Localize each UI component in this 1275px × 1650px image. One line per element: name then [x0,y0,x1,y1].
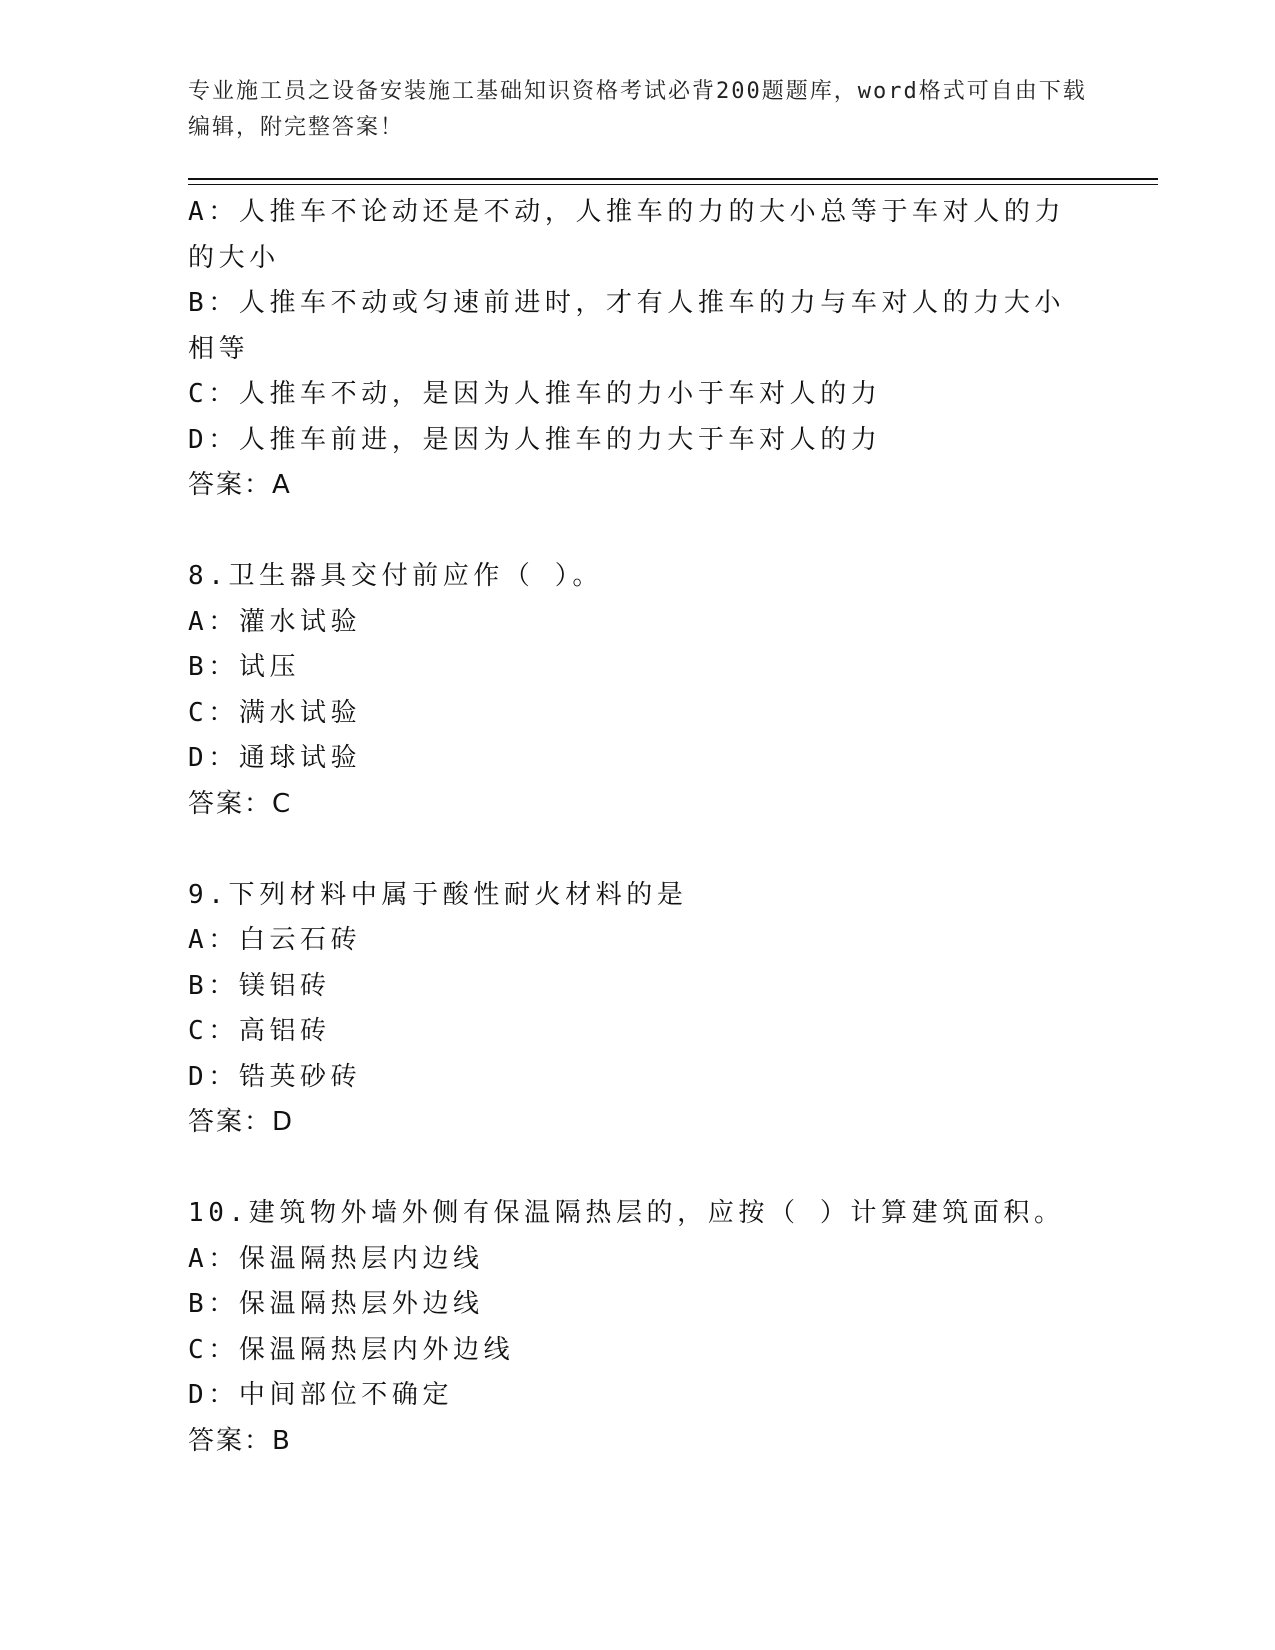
answer: 答案：A [188,470,292,500]
option-c: C：满水试验 [188,697,362,728]
spacer [188,827,1088,873]
header-rule-thin [188,184,1158,185]
question-stem: 8.卫生器具交付前应作（ ）。 [188,561,603,591]
answer: 答案：C [188,788,293,819]
option-d: D：中间部位不确定 [188,1380,454,1410]
option-c: C：高铝砖 [188,1016,331,1046]
option-c: C：人推车不动，是因为人推车的力小于车对人的力 [188,379,882,409]
option-a: A：白云石砖 [188,925,362,955]
option-d: D：通球试验 [188,743,362,773]
option-a: A：灌水试验 [188,606,362,637]
option-b: B：镁铝砖 [188,970,331,1001]
option-b: B：保温隔热层外边线 [188,1289,484,1319]
document-header: 专业施工员之设备安装施工基础知识资格考试必背200题题库，word格式可自由下载编辑，附完整答案！ [188,79,1087,140]
question-list [188,190,1088,1464]
answer: 答案：D [188,1107,295,1137]
question-8 [188,554,1088,827]
option-a: A：人推车不论动还是不动，人推车的力的大小总等于车对人的力的大小 [188,197,1066,273]
option-a: A：保温隔热层内边线 [188,1243,484,1274]
option-b: B：人推车不动或匀速前进时，才有人推车的力与车对人的力大小相等 [188,288,1066,364]
question-stem: 9.下列材料中属于酸性耐火材料的是 [188,879,688,910]
option-d: D：人推车前进，是因为人推车的力大于车对人的力 [188,424,882,455]
answer: 答案：B [188,1425,292,1456]
option-c: C：保温隔热层内外边线 [188,1334,515,1365]
option-b: B：试压 [188,652,301,682]
header-rule [188,178,1158,180]
spacer [188,1146,1088,1192]
question-10 [188,1191,1088,1464]
question-9 [188,873,1088,1146]
spacer [188,509,1088,555]
question-stem: 10.建筑物外墙外侧有保温隔热层的，应按（ ）计算建筑面积。 [188,1198,1065,1228]
option-d: D：锆英砂砖 [188,1061,362,1092]
question-7-continuation [188,190,1088,509]
